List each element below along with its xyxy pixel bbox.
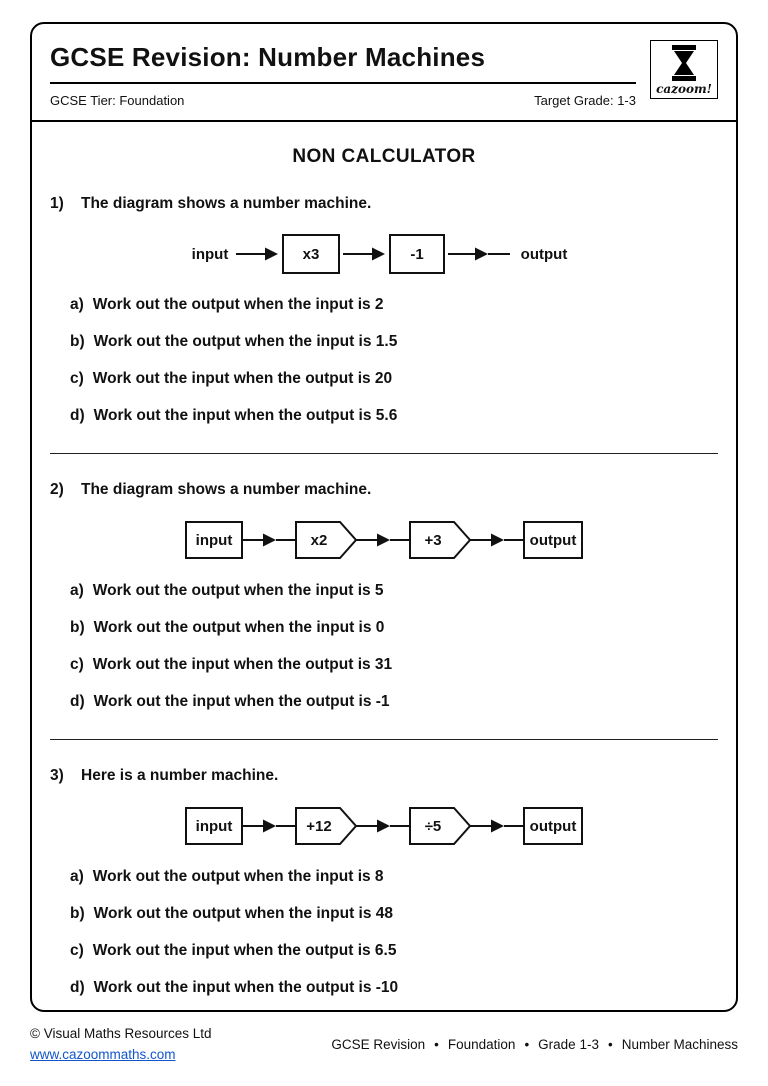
- question-number: 2): [50, 481, 64, 498]
- number-machine-3: [184, 802, 584, 850]
- machine-input-label: input: [195, 532, 233, 549]
- number-machine-1: [184, 230, 584, 278]
- question-part: [50, 867, 718, 887]
- question-part: [50, 406, 718, 426]
- question-head: [50, 194, 718, 214]
- page-title: GCSE Revision: Number Machines: [50, 42, 636, 84]
- breadcrumb-item: Foundation: [447, 1037, 516, 1053]
- footer-breadcrumb: [331, 1037, 738, 1052]
- part-text: Work out the output when the input is 2: [92, 296, 384, 313]
- question-part: [50, 581, 718, 601]
- header-divider: [32, 120, 736, 122]
- tier-label: GCSE Tier: Foundation: [50, 93, 185, 108]
- question-1: [50, 194, 718, 426]
- arrow-right-icon: [448, 248, 510, 261]
- question-part: [50, 295, 718, 315]
- question-intro: The diagram shows a number machine.: [81, 195, 372, 212]
- diagram-row: [50, 230, 718, 278]
- part-text: Work out the input when the output is 5.6: [93, 407, 398, 424]
- meta-row: [50, 93, 636, 108]
- part-text: Work out the input when the output is 6.5: [92, 942, 397, 959]
- footer-left: [30, 1024, 212, 1066]
- breadcrumb-item: Grade 1-3: [538, 1037, 599, 1053]
- part-label: b): [70, 619, 85, 636]
- part-label: a): [70, 868, 84, 885]
- bullet-separator: •: [434, 1037, 439, 1053]
- bullet-separator: •: [607, 1037, 613, 1053]
- bullet-separator: •: [524, 1037, 530, 1053]
- arrow-right-icon: [343, 248, 385, 261]
- machine-op2-label: ÷5: [424, 818, 442, 835]
- part-text: Work out the input when the output is -10: [93, 979, 399, 996]
- diagram-row: [50, 516, 718, 564]
- question-part: [50, 904, 718, 924]
- copyright-text: © Visual Maths Resources Ltd: [30, 1026, 212, 1041]
- part-label: d): [70, 693, 85, 710]
- question-intro: Here is a number machine.: [81, 767, 279, 784]
- cazoom-logo-text: cazoom!: [656, 82, 712, 96]
- arrow-right-icon: [236, 248, 278, 261]
- question-head: [50, 766, 718, 786]
- diagram-row: [50, 802, 718, 850]
- part-label: b): [70, 333, 85, 350]
- arrow-right-icon: [242, 534, 296, 547]
- part-label: d): [70, 407, 85, 424]
- breadcrumb-item: GCSE Revision: [331, 1037, 426, 1053]
- part-text: Work out the output when the input is 48: [93, 905, 394, 922]
- part-text: Work out the input when the output is 31: [92, 656, 393, 673]
- cazoom-logo: [650, 40, 718, 99]
- machine-output-label: output: [529, 532, 577, 549]
- machine-input-label: input: [191, 246, 229, 263]
- machine-output-label: output: [529, 818, 577, 835]
- part-text: Work out the input when the output is 20: [92, 370, 393, 387]
- part-text: Work out the output when the input is 8: [92, 868, 384, 885]
- part-text: Work out the output when the input is 0: [93, 619, 385, 636]
- machine-op2-label: -1: [410, 246, 424, 263]
- part-label: a): [70, 582, 84, 599]
- machine-op1-label: x2: [310, 532, 328, 549]
- question-3: [50, 766, 718, 998]
- question-part: [50, 978, 718, 998]
- question-number: 3): [50, 767, 64, 784]
- part-label: c): [70, 942, 84, 959]
- worksheet-header: [50, 40, 718, 108]
- question-intro: The diagram shows a number machine.: [81, 481, 372, 498]
- part-text: Work out the input when the output is -1: [93, 693, 390, 710]
- machine-output-label: output: [520, 246, 568, 263]
- machine-op1-label: x3: [302, 246, 320, 263]
- machine-op2-label: +3: [424, 532, 442, 549]
- question-part: [50, 618, 718, 638]
- cazoom-logo-icon: [667, 45, 701, 81]
- arrow-right-icon: [356, 820, 410, 833]
- part-text: Work out the output when the input is 1.5: [93, 333, 398, 350]
- arrow-right-icon: [470, 534, 524, 547]
- header-left: [50, 40, 636, 108]
- question-part: [50, 332, 718, 352]
- question-part: [50, 941, 718, 961]
- question-divider: [50, 453, 718, 454]
- question-head: [50, 480, 718, 500]
- number-machine-2: [184, 516, 584, 564]
- arrow-right-icon: [242, 820, 296, 833]
- question-2: [50, 480, 718, 712]
- section-heading: NON CALCULATOR: [292, 146, 476, 167]
- part-label: c): [70, 656, 84, 673]
- arrow-right-icon: [356, 534, 410, 547]
- part-label: b): [70, 905, 85, 922]
- part-label: a): [70, 296, 84, 313]
- arrow-right-icon: [470, 820, 524, 833]
- target-grade-label: Target Grade: 1-3: [534, 93, 636, 108]
- question-part: [50, 369, 718, 389]
- question-number: 1): [50, 195, 64, 212]
- breadcrumb-item: Number Machiness: [621, 1037, 738, 1053]
- question-divider: [50, 739, 718, 740]
- question-part: [50, 692, 718, 712]
- page-footer: [30, 1024, 738, 1066]
- machine-op1-label: +12: [306, 818, 332, 835]
- part-label: c): [70, 370, 84, 387]
- machine-input-label: input: [195, 818, 233, 835]
- question-part: [50, 655, 718, 675]
- part-text: Work out the output when the input is 5: [92, 582, 384, 599]
- worksheet: [30, 22, 738, 1012]
- website-link[interactable]: www.cazoommaths.com: [30, 1046, 176, 1062]
- part-label: d): [70, 979, 85, 996]
